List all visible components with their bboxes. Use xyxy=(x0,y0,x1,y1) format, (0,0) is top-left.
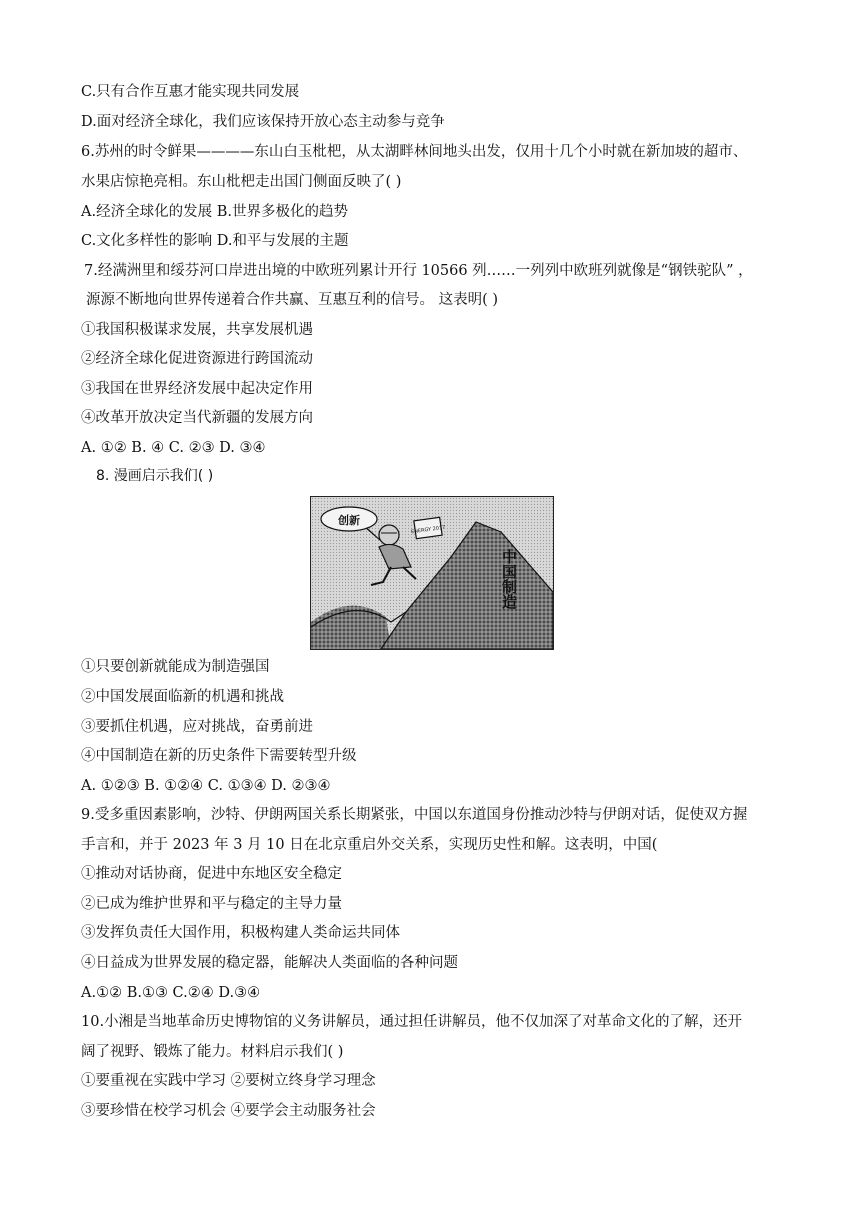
q8-statement-4: ④中国制造在新的历史条件下需要转型升级 xyxy=(81,748,357,764)
q10-stem-line-2: 阔了视野、锻炼了能力。材料启示我们( ) xyxy=(81,1044,344,1060)
q6-stem-line-1: 6.苏州的时令鲜果————东山白玉枇杷，从太湖畔林间地头出发，仅用十几个小时就在新加坡的超市、 xyxy=(81,144,748,160)
q7-statement-1: ①我国积极谋求发展，共享发展机遇 xyxy=(81,322,313,338)
laptop-sign-text: ENERGY 2017 xyxy=(410,524,446,536)
q10-statements-12: ①要重视在实践中学习 ②要树立终身学习理念 xyxy=(81,1073,376,1089)
mountain-text: 中国制造 xyxy=(500,549,518,609)
q7-stem-line-2: 源源不断地向世界传递着合作共赢、互惠互利的信号。 这表明( ) xyxy=(86,292,499,308)
q8-options: A. ①②③ B. ①②④ C. ①③④ D. ②③④ xyxy=(81,778,331,794)
q8-statement-3: ③要抓住机遇，应对挑战，奋勇前进 xyxy=(81,719,313,735)
q8-stem: 8. 漫画启示我们( ) xyxy=(96,468,214,484)
q10-stem-line-1: 10.小湘是当地革命历史博物馆的义务讲解员，通过担任讲解员，他不仅加深了对革命文化的了解，还开 xyxy=(81,1014,743,1030)
q6-stem-line-2: 水果店惊艳亮相。东山枇杷走出国门侧面反映了( ) xyxy=(81,174,402,190)
q7-statement-3: ③我国在世界经济发展中起决定作用 xyxy=(81,381,313,397)
q5-option-d: D.面对经济全球化，我们应该保持开放心态主动参与竞争 xyxy=(81,114,445,130)
q7-stem-line-1: 7.经满洲里和绥芬河口岸进出境的中欧班列累计开行 10566 列……一列列中欧班列就像是“钢铁驼队” ， xyxy=(84,263,753,279)
speech-bubble-text: 创新 xyxy=(338,514,360,527)
q9-statement-3: ③发挥负责任大国作用，积极构建人类命运共同体 xyxy=(81,925,400,941)
q8-statement-1: ①只要创新就能成为制造强国 xyxy=(81,659,270,675)
q10-statements-34: ③要珍惜在校学习机会 ④要学会主动服务社会 xyxy=(81,1103,376,1119)
q6-options-ab: A.经济全球化的发展 B.世界多极化的趋势 xyxy=(81,204,348,220)
q7-options: A. ①② B. ④ C. ②③ D. ③④ xyxy=(81,440,266,456)
q6-options-cd: C.文化多样性的影响 D.和平与发展的主题 xyxy=(81,233,349,249)
q7-statement-4: ④改革开放决定当代新疆的发展方向 xyxy=(81,410,313,426)
q8-statement-2: ②中国发展面临新的机遇和挑战 xyxy=(81,689,284,705)
q5-option-c: C.只有合作互惠才能实现共同发展 xyxy=(81,84,300,100)
q9-statement-2: ②已成为维护世界和平与稳定的主导力量 xyxy=(81,896,342,912)
q9-stem-line-1: 9.受多重因素影响，沙特、伊朗两国关系长期紧张，中国以东道国身份推动沙特与伊朗对话，促使双方握 xyxy=(81,807,748,823)
q9-options: A.①② B.①③ C.②④ D.③④ xyxy=(81,985,261,1001)
cartoon-image xyxy=(310,496,554,650)
q9-stem-line-2: 手言和，并于 2023 年 3 月 10 日在北京重启外交关系，实现历史性和解。这表明，中国( xyxy=(81,837,658,853)
q9-statement-4: ④日益成为世界发展的稳定器，能解决人类面临的各种问题 xyxy=(81,955,458,971)
q9-statement-1: ①推动对话协商，促进中东地区安全稳定 xyxy=(81,866,342,882)
q7-statement-2: ②经济全球化促进资源进行跨国流动 xyxy=(81,351,313,367)
